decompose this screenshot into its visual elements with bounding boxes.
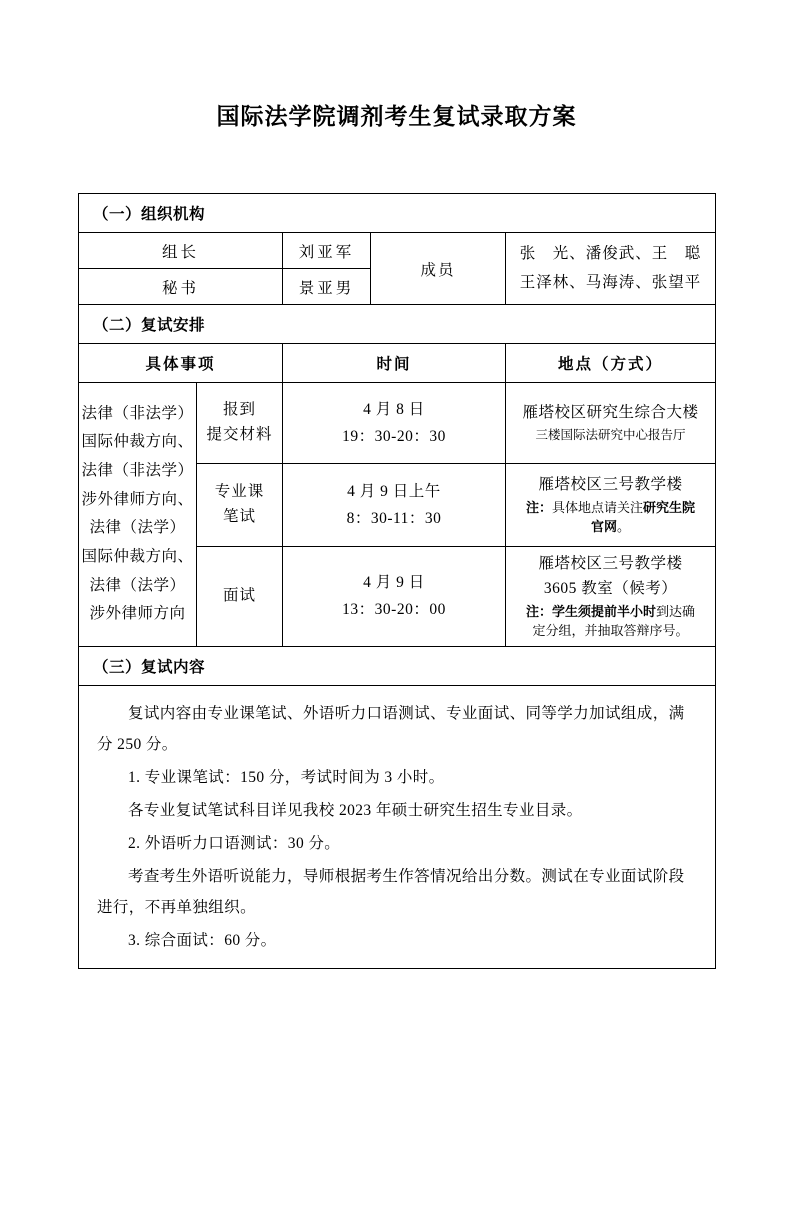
place-note [512,602,709,641]
time-line: 13：30-20：00 [342,601,446,619]
note-tail: 。 [617,519,631,535]
leader-role: 组长 [79,233,283,269]
paragraph: 3. 综合面试：60 分。 [128,931,277,949]
major-line: 法律（法学） [89,576,186,594]
major-line: 国际仲裁方向、 [81,433,194,451]
secretary-name: 景亚男 [283,269,371,305]
place-cell-checkin [506,383,716,464]
page-title: 国际法学院调剂考生复试录取方案 [216,103,577,129]
plan-table [78,193,716,969]
item-line: 报到 [222,401,256,419]
table-row [79,646,716,685]
note-text-bold: 学生须提前半小时 [552,603,657,619]
time-line: 8：30-11：30 [346,510,442,527]
place-cell-interview [506,547,716,647]
table-row [79,383,716,464]
leader-name: 刘亚军 [283,233,371,269]
section3-heading: （三）复试内容 [79,646,716,685]
table-row [79,233,716,269]
note-text-bold: 研究生院 [643,499,696,515]
item-line: 提交材料 [206,426,273,443]
column-header-place: 地点（方式） [506,344,716,383]
item-line: 专业课 [214,483,265,501]
paragraph: 1. 专业课笔试：150 分，考试时间为 3 小时。 [128,768,445,786]
paragraph: 考查考生外语听说能力，导师根据考生作答情况给出分数。测试在专业面试阶段进行，不再单独组织。 [97,867,685,916]
document-page [0,98,793,1220]
note-text: 到达确 [656,603,696,619]
secretary-role: 秘书 [79,269,283,305]
time-line: 4 月 8 日 [363,400,425,418]
place-sub-line: 三楼国际法研究中心报告厅 [535,428,686,443]
section2-heading: （二）复试安排 [79,305,716,344]
major-line: 涉外律师方向、 [81,490,194,508]
major-line: 涉外律师方向 [89,605,186,623]
place-main-line: 雁塔校区三号教学楼 [538,476,683,494]
majors-cell [79,383,197,647]
major-line: 法律（非法学） [81,461,194,479]
item-cell-interview [197,547,283,647]
time-cell-written [283,464,506,547]
item-cell-written [197,464,283,547]
paragraph: 2. 外语听力口语测试：30 分。 [128,834,341,852]
place-cell-written [506,464,716,547]
table-row [79,344,716,383]
note-text-bold2: 官网 [591,519,618,535]
time-line: 19：30-20：30 [342,428,446,445]
time-line: 4 月 9 日上午 [347,482,441,500]
note-label: 注： [526,603,553,619]
table-row [79,685,716,968]
column-header-time: 时间 [283,344,506,383]
place-main-line: 3605 教室（候考） [543,579,678,597]
note-label: 注： [526,499,553,515]
major-line: 法律（法学） [89,519,186,537]
major-line: 国际仲裁方向、 [81,547,194,565]
member-names-line1: 张 光、潘俊武、王 聪 [519,244,702,262]
item-line: 面试 [222,586,256,604]
place-note [512,498,709,537]
major-line: 法律（非法学） [81,404,194,422]
time-line: 4 月 9 日 [363,574,425,592]
note-tail: 定分组，并抽取答辩序号。 [532,623,689,639]
member-label: 成员 [371,233,506,305]
table-row [79,194,716,233]
note-text: 具体地点请关注 [552,499,644,515]
section3-body [79,685,716,968]
column-header-item: 具体事项 [79,344,283,383]
time-cell-interview [283,547,506,647]
time-cell-checkin [283,383,506,464]
place-main-line: 雁塔校区研究生综合大楼 [522,403,699,421]
item-cell-checkin [197,383,283,464]
section1-heading: （一）组织机构 [79,194,716,233]
table-row [79,305,716,344]
paragraph: 复试内容由专业课笔试、外语听力口语测试、专业面试、同等学力加试组成，满分 250 分。 [97,704,685,753]
member-names-line2: 王泽林、马海涛、张望平 [519,273,702,291]
item-line: 笔试 [222,508,256,525]
member-names [506,233,716,305]
place-main-line: 雁塔校区三号教学楼 [538,555,683,572]
paragraph: 各专业复试笔试科目详见我校 2023 年硕士研究生招生专业目录。 [128,801,583,819]
